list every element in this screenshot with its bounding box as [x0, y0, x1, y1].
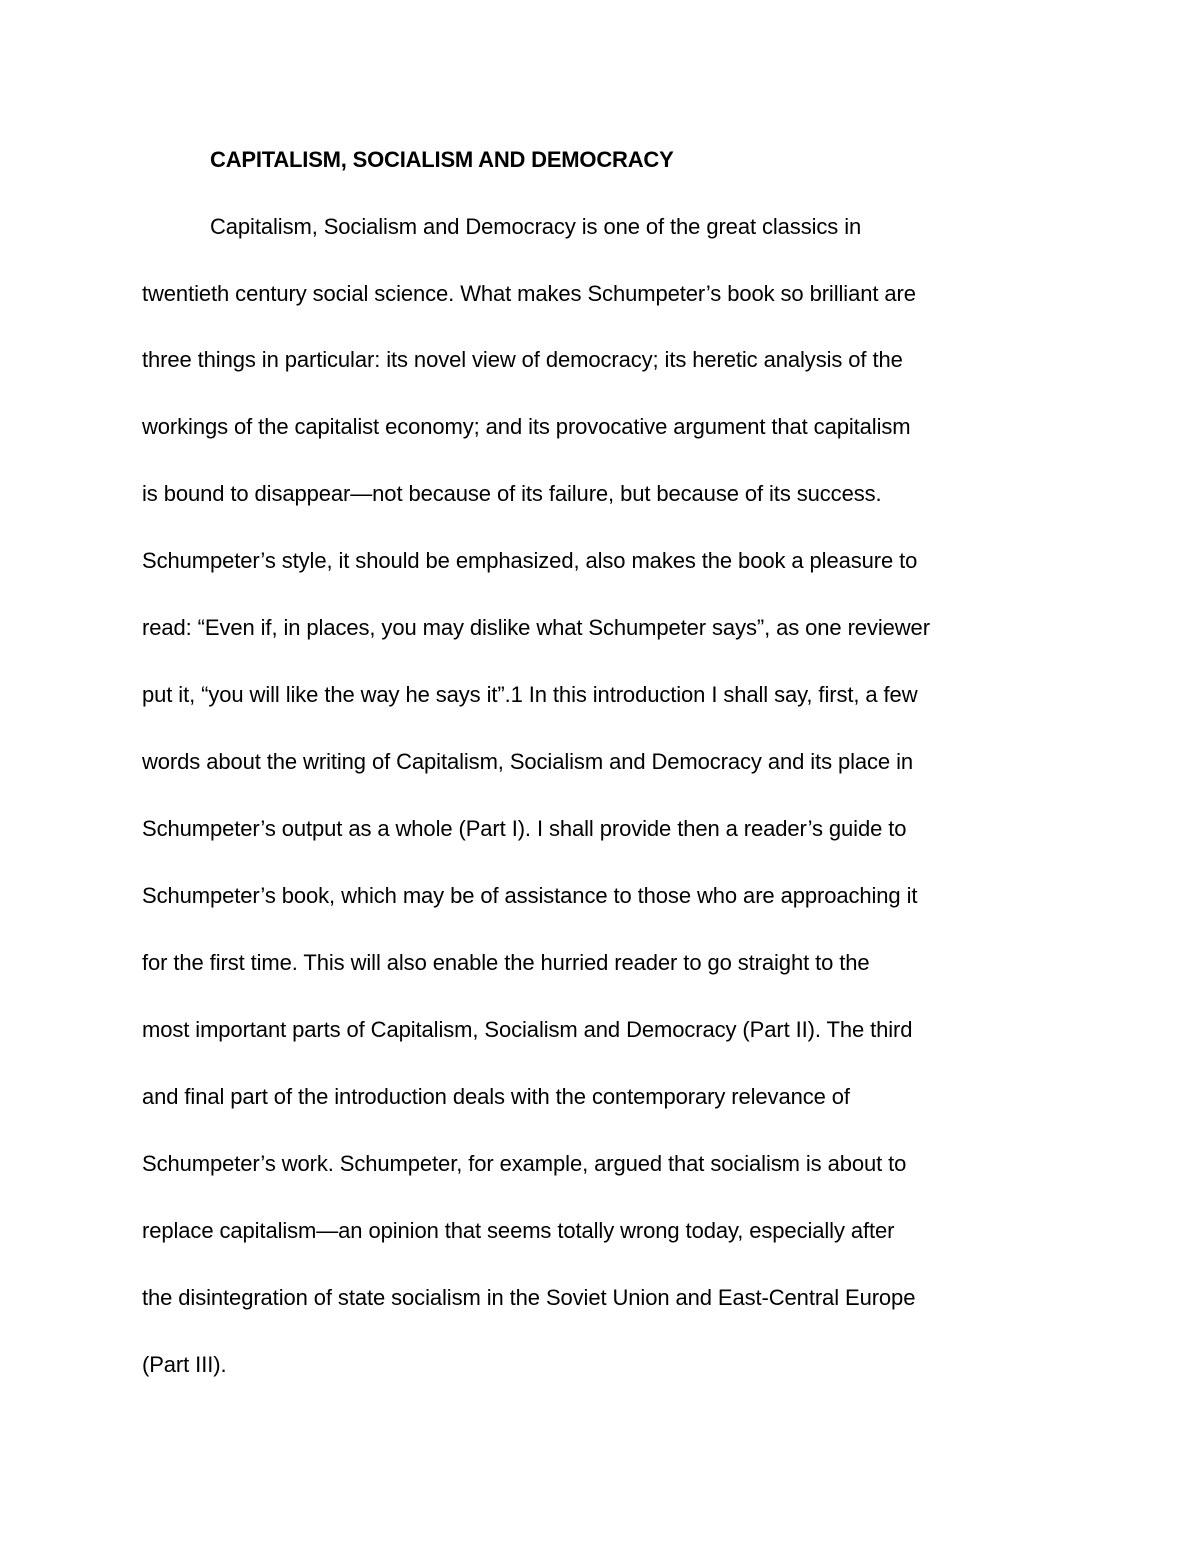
- body-line: Schumpeter’s style, it should be emphasized, also makes the book a pleasure to: [142, 548, 918, 573]
- body-line: (Part III).: [142, 1352, 227, 1377]
- body-line: Schumpeter’s book, which may be of assistance to those who are approaching it: [142, 883, 918, 908]
- body-line: words about the writing of Capitalism, Socialism and Democracy and its place in: [142, 749, 914, 774]
- body-line: Schumpeter’s output as a whole (Part I). I shall provide then a reader’s guide to: [142, 816, 907, 841]
- body-line: the disintegration of state socialism in the Soviet Union and East-Central Europe: [142, 1285, 916, 1310]
- body-line: read: “Even if, in places, you may dislike what Schumpeter says”, as one reviewer: [142, 615, 930, 640]
- document-title: CAPITALISM, SOCIALISM AND DEMOCRACY: [210, 147, 674, 172]
- body-line: most important parts of Capitalism, Socialism and Democracy (Part II). The third: [142, 1017, 913, 1042]
- body-line: Capitalism, Socialism and Democracy is one of the great classics in: [210, 214, 862, 239]
- body-line: is bound to disappear—not because of its failure, but because of its success.: [142, 481, 882, 506]
- body-line: for the first time. This will also enable the hurried reader to go straight to the: [142, 950, 870, 975]
- body-line: replace capitalism—an opinion that seems totally wrong today, especially after: [142, 1218, 895, 1243]
- body-line: twentieth century social science. What makes Schumpeter’s book so brilliant are: [142, 281, 916, 306]
- body-line: workings of the capitalist economy; and its provocative argument that capitalism: [142, 414, 911, 439]
- body-line: three things in particular: its novel view of democracy; its heretic analysis of the: [142, 347, 903, 372]
- body-line: and final part of the introduction deals with the contemporary relevance of: [142, 1084, 850, 1109]
- body-line: put it, “you will like the way he says it”.1 In this introduction I shall say, first, a few: [142, 682, 918, 707]
- body-line: Schumpeter’s work. Schumpeter, for example, argued that socialism is about to: [142, 1151, 907, 1176]
